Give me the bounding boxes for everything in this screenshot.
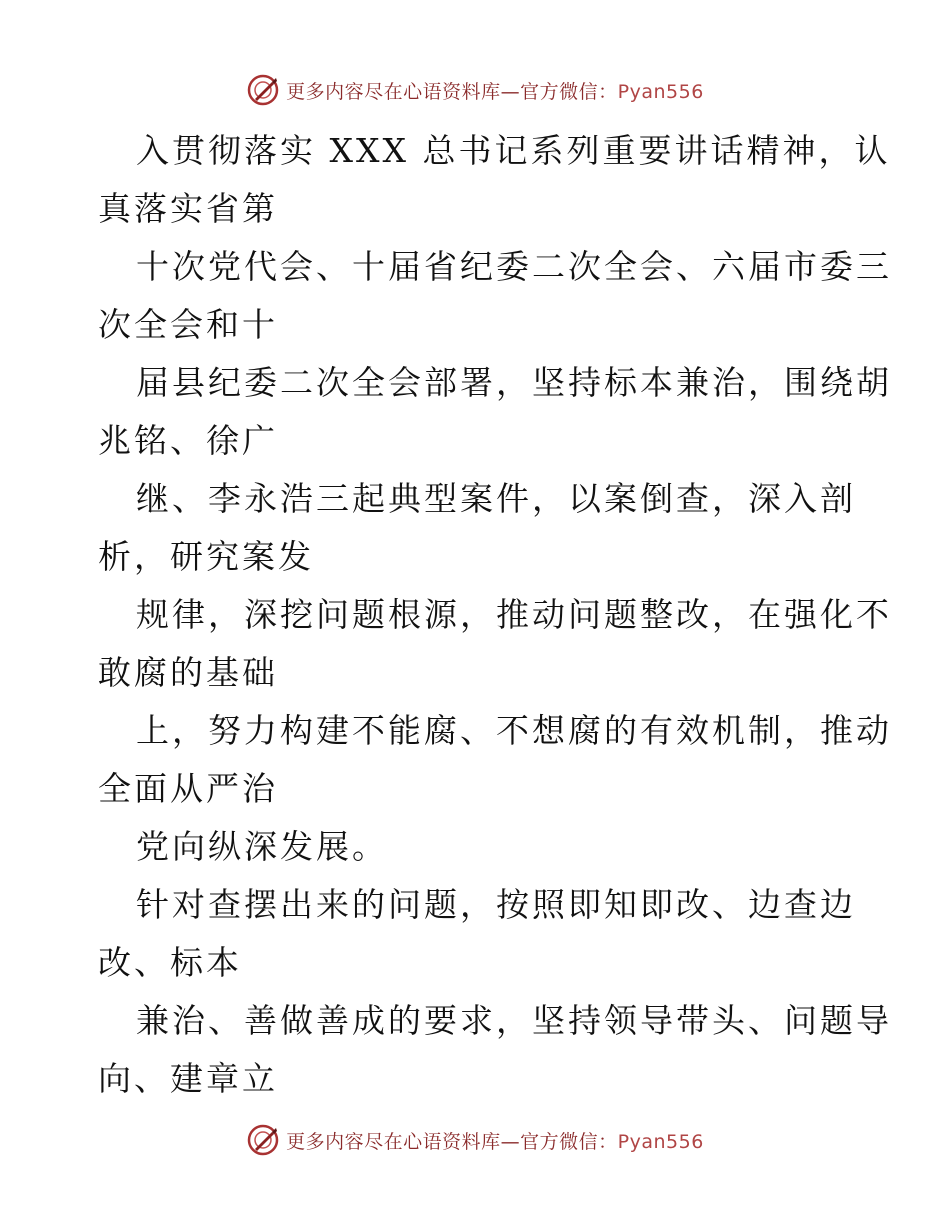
text-line: 次全会和十 xyxy=(98,305,278,344)
text-line: 十次党代会、十届省纪委二次全会、六届市委三 xyxy=(136,247,892,286)
watermark-text: 更多内容尽在心语资料库—官方微信：Pyan556 xyxy=(286,1130,704,1153)
text-line: 向、建章立 xyxy=(98,1059,278,1098)
pen-logo-icon xyxy=(246,73,280,107)
text-line: 届县纪委二次全会部署，坚持标本兼治，围绕胡 xyxy=(136,363,892,402)
text-line: 针对查摆出来的问题，按照即知即改、边查边 xyxy=(136,885,856,924)
text-line: 兆铭、徐广 xyxy=(98,421,278,460)
document-body xyxy=(98,122,892,1108)
pen-logo-icon xyxy=(246,1123,280,1157)
header-watermark xyxy=(0,70,950,110)
text-line: 真落实省第 xyxy=(98,189,278,228)
watermark-text: 更多内容尽在心语资料库—官方微信：Pyan556 xyxy=(286,80,704,103)
text-line: 改、标本 xyxy=(98,943,242,982)
text-line: 上，努力构建不能腐、不想腐的有效机制，推动 xyxy=(136,711,892,750)
text-line: 党向纵深发展。 xyxy=(136,827,388,866)
text-line: 析，研究案发 xyxy=(98,537,314,576)
text-line: 兼治、善做善成的要求，坚持领导带头、问题导 xyxy=(136,1001,892,1040)
footer-watermark xyxy=(0,1120,950,1160)
text-line: 敢腐的基础 xyxy=(98,653,278,692)
text-line: 继、李永浩三起典型案件，以案倒查，深入剖 xyxy=(136,479,856,518)
text-line: 入贯彻落实 XXX 总书记系列重要讲话精神，认 xyxy=(136,131,891,170)
text-line: 全面从严治 xyxy=(98,769,278,808)
text-line: 规律，深挖问题根源，推动问题整改，在强化不 xyxy=(136,595,892,634)
